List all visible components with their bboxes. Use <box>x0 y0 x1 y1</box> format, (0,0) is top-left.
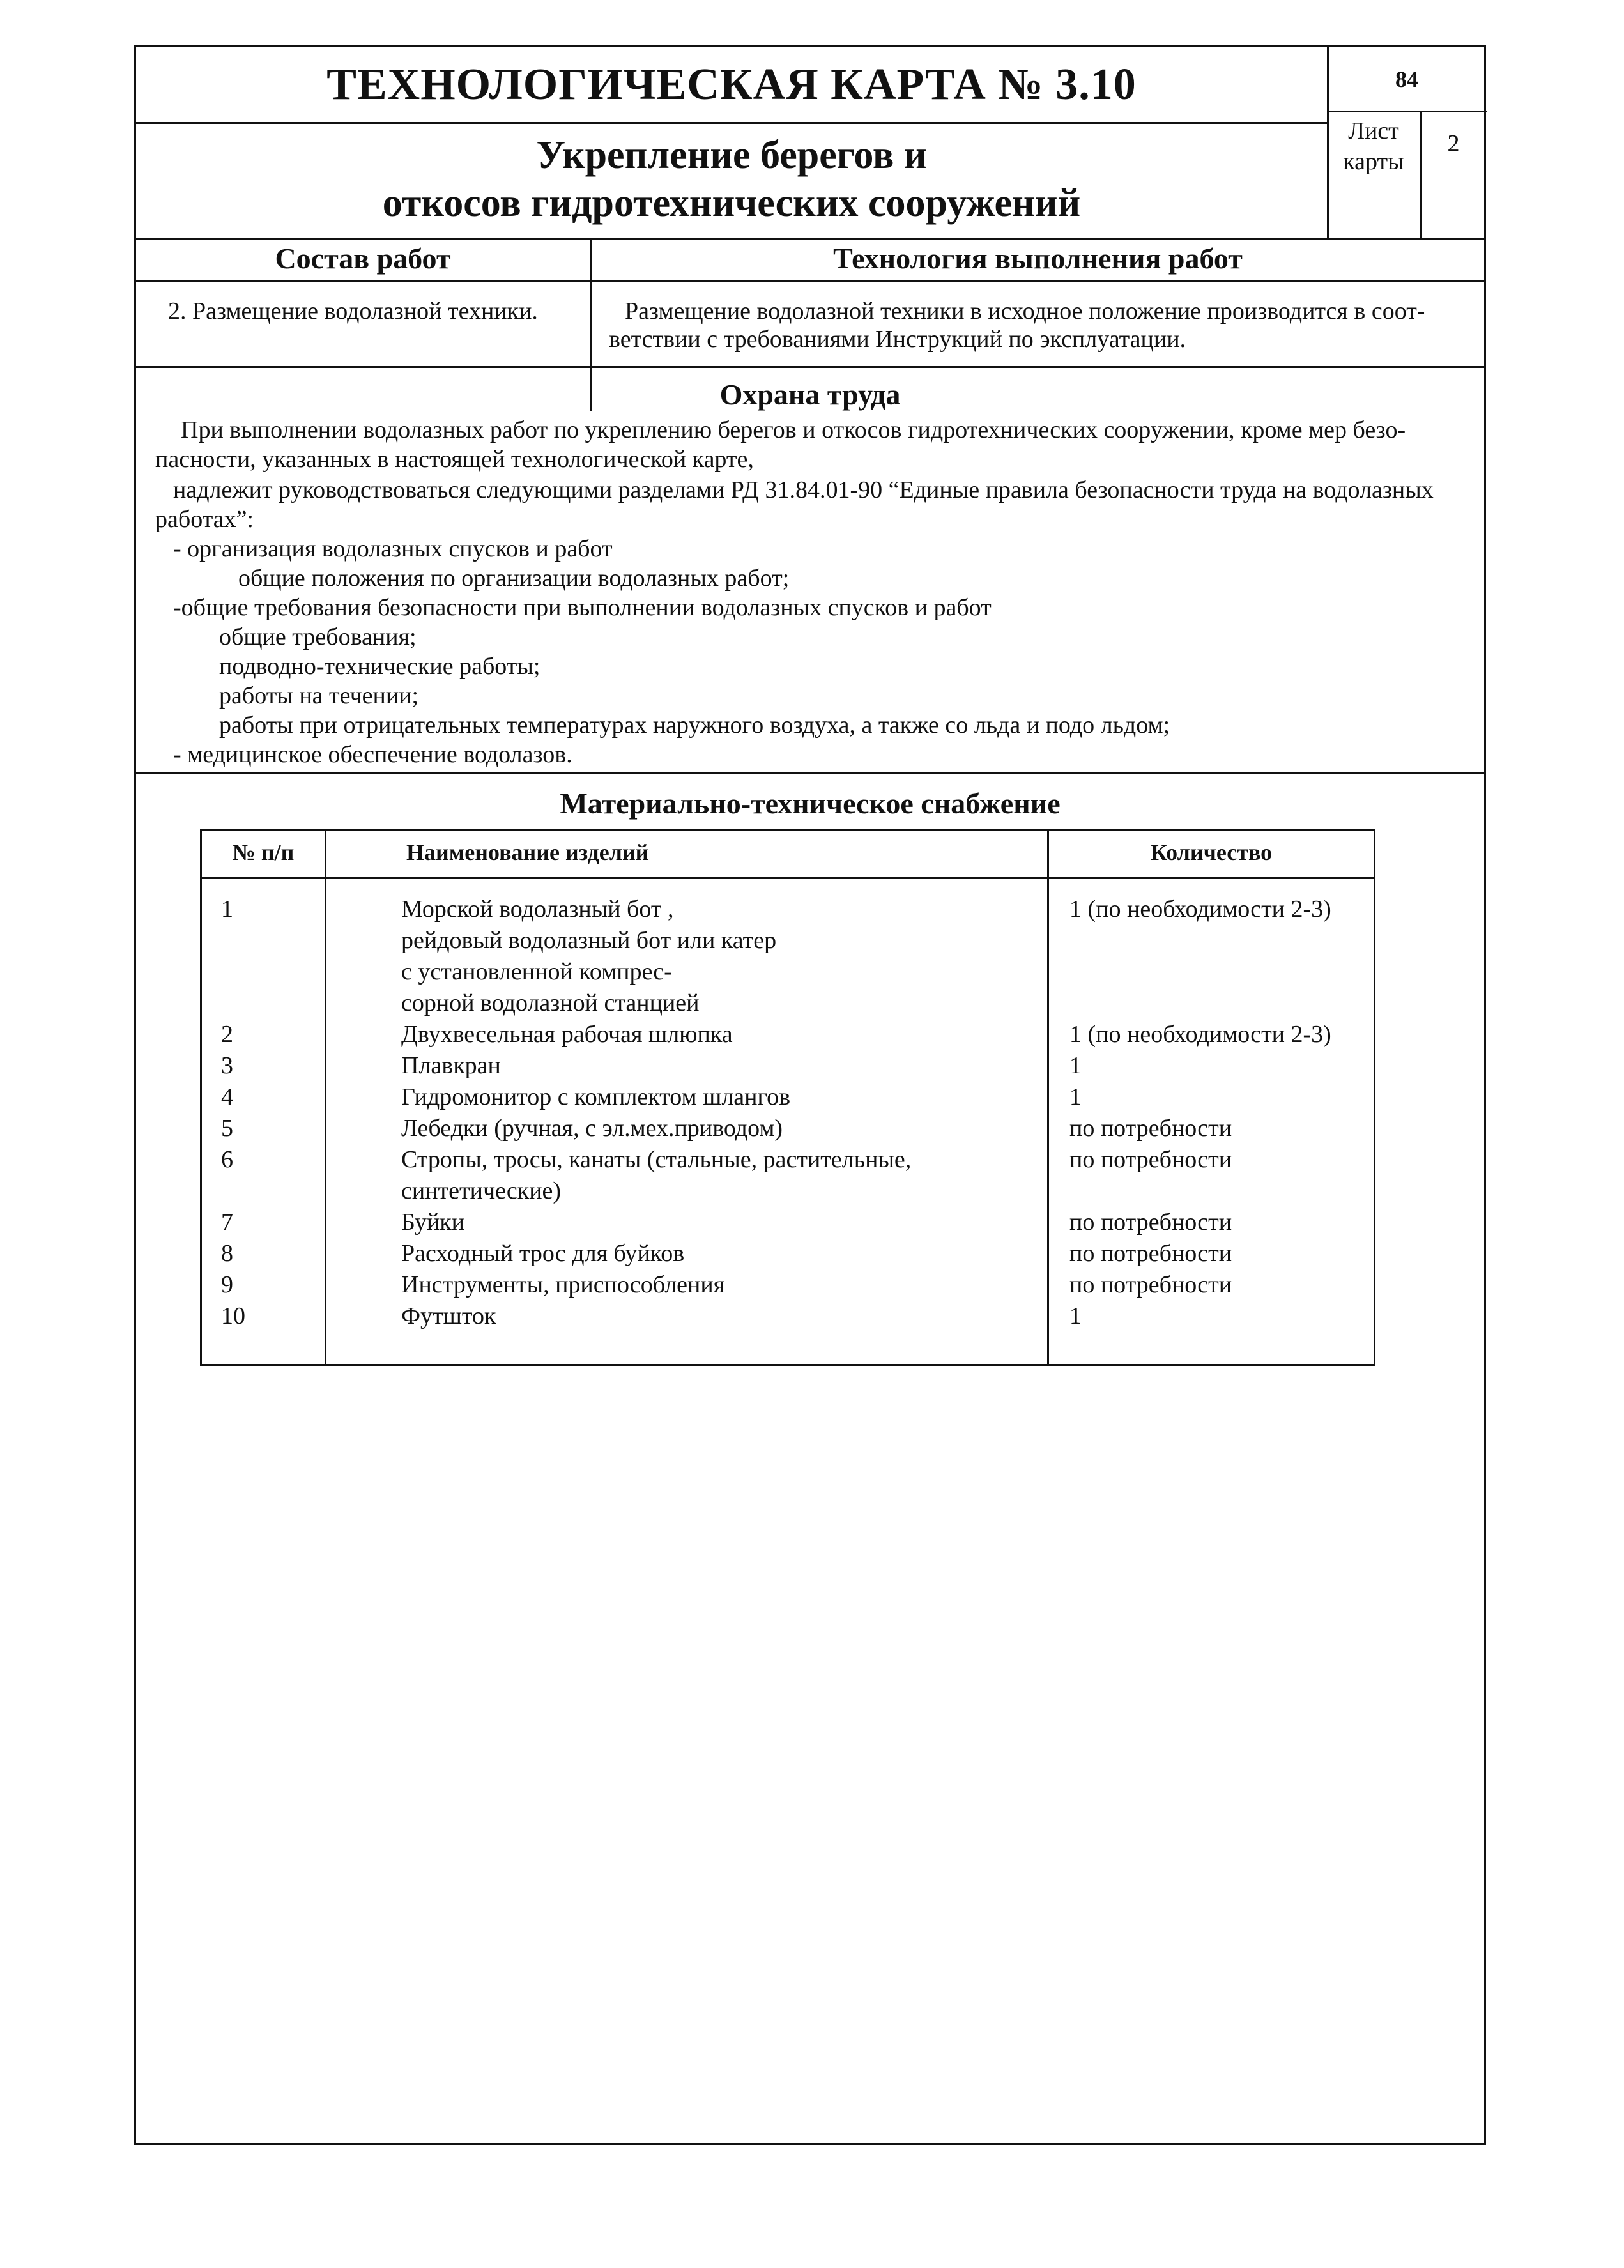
supply-row-num: 7 <box>221 1209 233 1236</box>
supply-heading: Материально-техническое снабжение <box>560 787 1061 820</box>
supply-row-qty: по потребности <box>1069 1209 1232 1236</box>
safety-line: работы на течении; <box>219 682 419 709</box>
page-subtitle-line1: Укрепление берегов и <box>536 134 927 177</box>
supply-row-num: 3 <box>221 1052 233 1079</box>
safety-line: общие положения по организации водолазных работ; <box>238 565 790 592</box>
supply-row-qty: 1 <box>1069 1303 1082 1329</box>
supply-row-name: Футшток <box>401 1303 496 1329</box>
column-header-bottom-rule <box>136 280 1484 282</box>
supply-row-qty: по потребности <box>1069 1271 1232 1298</box>
supply-row-name: Стропы, тросы, канаты (стальные, растительные, <box>401 1146 912 1173</box>
safety-line: работы при отрицательных температурах наружного воздуха, а также со льда и подо льдом; <box>219 712 1170 739</box>
safety-line: подводно-технические работы; <box>219 653 540 680</box>
supply-row-name: Лебедки (ручная, с эл.мех.приводом) <box>401 1115 783 1142</box>
supply-row-name: сорной водолазной станцией <box>401 990 700 1016</box>
supply-row-qty: по потребности <box>1069 1115 1232 1142</box>
page-number: 84 <box>1395 66 1418 92</box>
safety-line: надлежит руководствоваться следующими разделами РД 31.84.01-90 “Единые правила безопасности труда на водолазных <box>173 477 1434 503</box>
supply-row-name: рейдовый водолазный бот или катер <box>401 927 777 954</box>
supply-row-name: Гидромонитор с комплектом шлангов <box>401 1084 791 1110</box>
supply-row-num: 4 <box>221 1084 233 1110</box>
supply-col-divider-1 <box>325 831 326 1364</box>
supply-row-num: 5 <box>221 1115 233 1142</box>
supply-row-name: Расходный трос для буйков <box>401 1240 685 1267</box>
page-title: ТЕХНОЛОГИЧЕСКАЯ КАРТА № 3.10 <box>326 60 1137 109</box>
sheet-number: 2 <box>1447 130 1460 157</box>
supply-col-name: Наименование изделий <box>406 839 649 865</box>
supply-row-num: 6 <box>221 1146 233 1173</box>
supply-col-num: № п/п <box>232 839 295 865</box>
safety-heading: Охрана труда <box>719 378 901 411</box>
supply-row-name: Двухвесельная рабочая шлюпка <box>401 1021 733 1048</box>
supply-row-name: Инструменты, приспособления <box>401 1271 725 1298</box>
supply-row-name: Морской водолазный бот , <box>401 896 674 923</box>
supply-row-name: Плавкран <box>401 1052 501 1079</box>
safety-line: общие требования; <box>219 624 417 650</box>
safety-line: - организация водолазных спусков и работ <box>173 535 613 562</box>
work-technology-line2: ветствии с требованиями Инструкций по эксплуатации. <box>609 326 1186 353</box>
supply-col-qty: Количество <box>1150 839 1273 865</box>
title-rule <box>136 122 1327 124</box>
safety-line: При выполнении водолазных работ по укреплению берегов и откосов гидротехнических сооружении, кроме мер безо- <box>181 417 1406 443</box>
supply-row-qty: 1 (по необходимости 2-3) <box>1069 896 1331 923</box>
supply-row-num: 10 <box>221 1303 245 1329</box>
column-header-technology: Технология выполнения работ <box>833 242 1243 275</box>
work-row-bottom-rule <box>136 366 1484 368</box>
supply-row-qty: по потребности <box>1069 1240 1232 1267</box>
supply-row-num: 2 <box>221 1021 233 1048</box>
supply-table <box>200 829 1375 1366</box>
page-number-rule <box>1327 111 1487 112</box>
supply-row-name: Буйки <box>401 1209 465 1236</box>
safety-line: пасности, указанных в настоящей технологической карте, <box>155 446 754 473</box>
supply-row-name: с установленной компрес- <box>401 958 672 985</box>
supply-col-divider-2 <box>1047 831 1049 1364</box>
safety-line: - медицинское обеспечение водолазов. <box>173 741 572 768</box>
document-frame <box>134 45 1486 2145</box>
supply-row-num: 9 <box>221 1271 233 1298</box>
work-technology-line1: Размещение водолазной техники в исходное положение производится в соот- <box>625 298 1425 325</box>
column-header-composition: Состав работ <box>275 242 451 275</box>
supply-row-qty: 1 (по необходимости 2-3) <box>1069 1021 1331 1048</box>
work-composition: 2. Размещение водолазной техники. <box>168 298 538 325</box>
sheet-label-line1: Лист <box>1348 118 1399 144</box>
safety-line: -общие требования безопасности при выполнении водолазных спусков и работ <box>173 594 992 621</box>
supply-header-rule <box>202 877 1374 879</box>
supply-row-name: синтетические) <box>401 1177 562 1204</box>
supply-row-qty: 1 <box>1069 1084 1082 1110</box>
supply-row-num: 8 <box>221 1240 233 1267</box>
supply-row-qty: 1 <box>1069 1052 1082 1079</box>
supply-row-num: 1 <box>221 896 233 923</box>
page-subtitle-line2: откосов гидротехнических сооружений <box>382 181 1081 225</box>
safety-line: работах”: <box>155 506 254 533</box>
column-header-top-rule <box>136 238 1484 240</box>
supply-row-qty: по потребности <box>1069 1146 1232 1173</box>
sheet-label-line2: карты <box>1343 148 1404 175</box>
safety-bottom-rule <box>136 772 1484 774</box>
